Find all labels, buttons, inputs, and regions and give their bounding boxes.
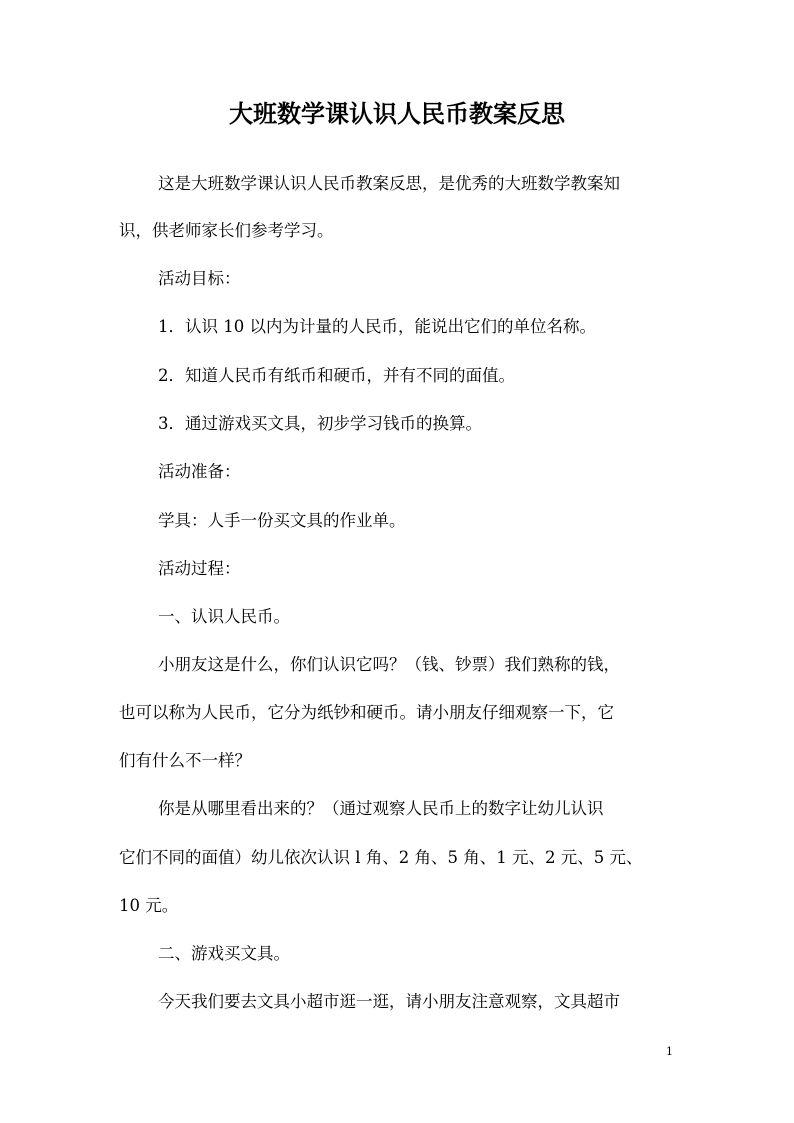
section-heading-preparation: 活动准备：	[158, 462, 241, 481]
document-title: 大班数学课认识人民币教案反思	[229, 99, 565, 128]
page-number: 1	[666, 1045, 673, 1058]
paragraph-line: 小朋友这是什么，你们认识它吗？（钱、钞票）我们熟称的钱，	[158, 655, 620, 674]
paragraph-line: 今天我们要去文具小超市逛一逛，请小朋友注意观察，文具超市	[158, 992, 620, 1011]
list-item: 2．知道人民币有纸币和硬币，并有不同的面值。	[158, 366, 515, 385]
subsection-heading: 二、游戏买文具。	[158, 944, 290, 963]
paragraph-line: 它们不同的面值）幼儿依次认识 l 角、2 角、5 角、1 元、2 元、5 元、	[119, 848, 643, 867]
paragraph-line: 你是从哪里看出来的？（通过观察人民币上的数字让幼儿认识	[158, 799, 604, 818]
paragraph-line: 们有什么不一样？	[119, 751, 251, 770]
paragraph-line: 10 元。	[119, 896, 179, 915]
paragraph-line: 学具：人手一份买文具的作业单。	[158, 511, 406, 530]
paragraph-line: 这是大班数学课认识人民币教案反思，是优秀的大班数学教案知	[158, 174, 620, 193]
list-item: 1．认识 10 以内为计量的人民币，能说出它们的单位名称。	[158, 317, 596, 336]
paragraph-line: 识，供老师家长们参考学习。	[119, 221, 334, 240]
section-heading-goals: 活动目标：	[158, 269, 241, 288]
section-heading-process: 活动过程：	[158, 559, 241, 578]
subsection-heading: 一、认识人民币。	[158, 607, 290, 626]
paragraph-line: 也可以称为人民币，它分为纸钞和硬币。请小朋友仔细观察一下，它	[119, 703, 614, 722]
list-item: 3．通过游戏买文具，初步学习钱币的换算。	[158, 414, 482, 433]
